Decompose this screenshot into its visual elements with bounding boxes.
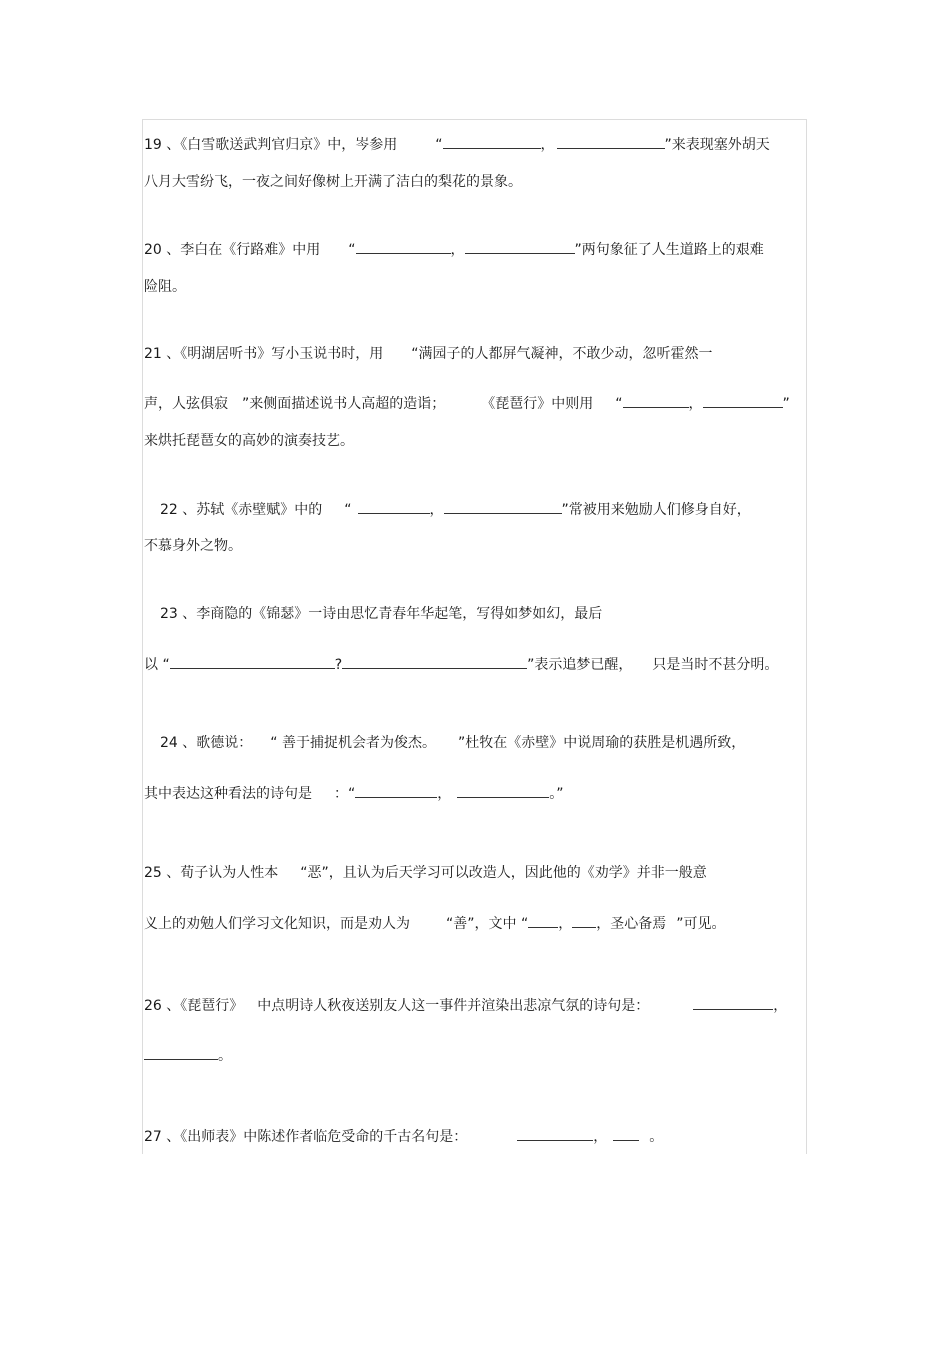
answer-blank[interactable] [572,913,596,928]
answer-blank[interactable] [517,1126,593,1141]
answer-blank[interactable] [342,654,527,669]
question-23-line-2: 以 “ ? ”表示追梦已醒， 只是当时不甚分明。 [144,654,778,674]
question-27-line-1: 27 、《出师表》中陈述作者临危受命的千古名句是： ， 。 [144,1126,663,1146]
answer-blank[interactable] [623,393,689,408]
page-frame-top [142,119,807,120]
question-26-line-2: 。 [144,1045,232,1065]
answer-blank[interactable] [444,499,562,514]
answer-blank[interactable] [355,783,437,798]
question-19-text: 19 、《白雪歌送武判官归京》中，岑参用 [144,137,398,153]
question-25-line-1: 25 、荀子认为人性本 “恶”，且认为后天学习可以改造人，因此他的《劝学》并非一般意 [144,865,707,881]
question-20-line-1: 20 、李白在《行路难》中用 “ ， ”两句象征了人生道路上的艰难 [144,239,764,259]
question-22-line-1: 22 、苏轼《赤壁赋》中的 “ ， ”常被用来勉励人们修身自好， [160,499,751,519]
answer-blank[interactable] [693,995,773,1010]
answer-blank[interactable] [703,393,783,408]
answer-blank[interactable] [465,239,575,254]
question-22-line-2: 不慕身外之物。 [144,538,242,554]
answer-blank[interactable] [528,913,558,928]
question-19-line-2: 八月大雪纷飞，一夜之间好像树上开满了洁白的梨花的景象。 [144,174,522,190]
answer-blank[interactable] [144,1045,218,1060]
page-frame-right [806,119,807,1154]
answer-blank[interactable] [557,134,665,149]
page-frame-left [142,119,143,1154]
question-20-line-2: 险阻。 [144,279,186,295]
question-24-line-2: 其中表达这种看法的诗句是 ：“ ， 。” [144,783,564,803]
answer-blank[interactable] [457,783,549,798]
question-26-line-1: 26 、《琵琶行》 中点明诗人秋夜送别友人这一事件并渲染出悲凉气氛的诗句是： ， [144,995,787,1015]
question-20-text: 20 、李白在《行路难》中用 [144,242,321,258]
question-23-line-1: 23 、李商隐的《锦瑟》一诗由思忆青春年华起笔，写得如梦如幻，最后 [160,606,603,622]
answer-blank[interactable] [443,134,541,149]
question-21-line-1: 21 、《明湖居听书》写小玉说书时，用 “满园子的人都屏气凝神，不敢少动，忽听霍然一 [144,346,713,362]
answer-blank[interactable] [356,239,451,254]
answer-blank[interactable] [170,654,335,669]
question-24-line-1: 24 、歌德说： “ 善于捕捉机会者为俊杰。 ”杜牧在《赤壁》中说周瑜的获胜是机遇所致， [160,735,746,751]
answer-blank[interactable] [613,1126,639,1141]
question-25-line-2: 义上的劝勉人们学习文化知识，而是劝人为 “善”，文中 “ ， ，圣心备焉 ”可见。 [144,913,725,933]
question-21-line-2: 声，人弦俱寂 ”来侧面描述说书人高超的造诣； 《琵琶行》中则用 “ ， ” [144,393,790,413]
answer-blank[interactable] [358,499,430,514]
question-21-line-3: 来烘托琵琶女的高妙的演奏技艺。 [144,433,354,449]
question-19-line-1: 19 、《白雪歌送武判官归京》中，岑参用 “ ， ”来表现塞外胡天 [144,134,770,154]
